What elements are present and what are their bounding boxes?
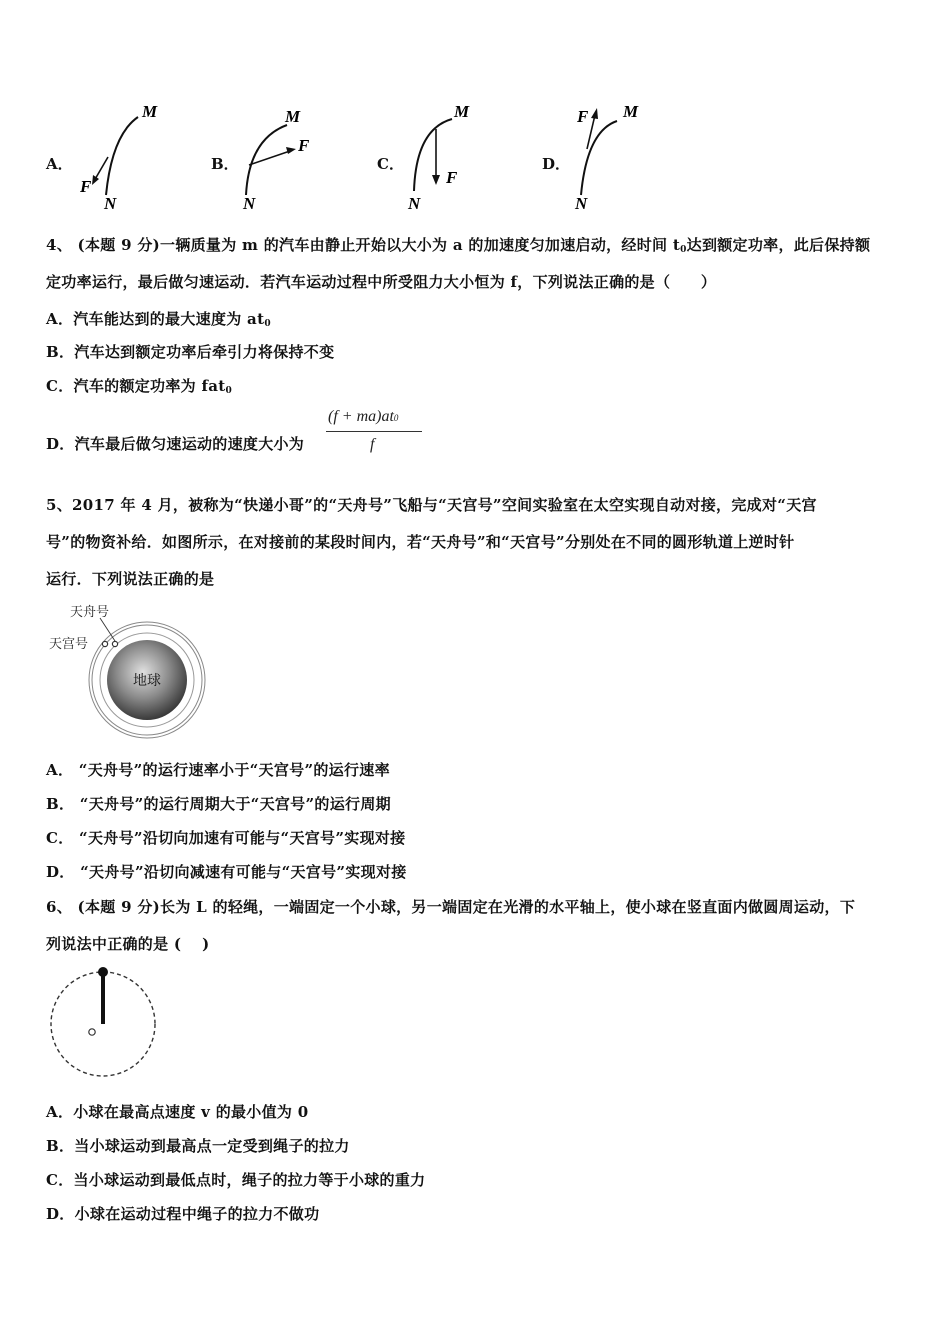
- ball: [98, 967, 108, 977]
- label-m: M: [623, 102, 639, 121]
- trajectory-curve: [106, 117, 138, 195]
- q5-orbit-figure: [45, 598, 215, 758]
- fig-option-d-label: D．: [542, 155, 571, 173]
- fraction-bar: [326, 431, 422, 432]
- fig-option-a-diagram: [70, 95, 180, 220]
- q5-option-a: A． “天舟号”的运行速率小于“天宫号”的运行速率: [46, 761, 390, 779]
- arrow-head: [432, 175, 440, 185]
- q6-stem-line2: 列说法中正确的是 ( ): [46, 935, 210, 953]
- arrow-head: [92, 175, 99, 185]
- fig-option-c-label: C．: [377, 155, 404, 173]
- label-f: F: [446, 168, 458, 187]
- label-m: M: [454, 102, 470, 121]
- q4-stem-line2: 定功率运行，最后做匀速运动．若汽车运动过程中所受阻力大小恒为 f，下列说法正确的是（ ）: [46, 273, 717, 291]
- q5-stem-line3: 运行．下列说法正确的是: [46, 570, 215, 588]
- q5-option-d: D． “天舟号”沿切向减速有可能与“天宫号”实现对接: [46, 863, 407, 881]
- q6-option-c: C．当小球运动到最低点时，绳子的拉力等于小球的重力: [46, 1171, 426, 1189]
- q4-formula: [326, 408, 426, 460]
- q5-stem-line1: 5、2017 年 4 月，被称为“快递小哥”的“天舟号”飞船与“天宫号”空间实验室在太空实现自动对接，完成对“天宫: [46, 496, 817, 514]
- label-f: F: [298, 136, 310, 155]
- q6-circle-figure: [45, 962, 165, 1080]
- tianzhou-dot: [102, 641, 107, 646]
- formula-denominator: f: [370, 436, 375, 453]
- label-f: F: [577, 107, 589, 126]
- fig-option-b-diagram: [235, 95, 345, 220]
- fig-option-a-label: A．: [46, 155, 73, 173]
- trajectory-curve: [581, 121, 617, 195]
- fig-option-c-diagram: [400, 95, 510, 220]
- q5-option-b: B． “天舟号”的运行周期大于“天宫号”的运行周期: [46, 795, 391, 813]
- q4-option-a: A．汽车能达到的最大速度为 $at_0$: [46, 310, 271, 329]
- q6-option-a: A．小球在最高点速度 v 的最小值为 0: [46, 1103, 309, 1121]
- q4-option-c: C．汽车的额定功率为 fat$_0$: [46, 377, 233, 396]
- q6-option-d: D．小球在运动过程中绳子的拉力不做功: [46, 1205, 320, 1223]
- label-n: N: [104, 194, 117, 213]
- tiangong-label: 天宫号: [49, 637, 89, 652]
- axis-point: [89, 1029, 95, 1035]
- tiangong-dot: [112, 641, 117, 646]
- label-m: M: [285, 107, 301, 126]
- q6-stem-line1: 6、 (本题 9 分)长为 L 的轻绳，一端固定一个小球，另一端固定在光滑的水平轴上，使小球在竖直面内做圆周运动，下: [46, 898, 856, 916]
- q5-option-c: C． “天舟号”沿切向加速有可能与“天宫号”实现对接: [46, 829, 406, 847]
- q4-option-b: B．汽车达到额定功率后牵引力将保持不变: [46, 343, 335, 361]
- arrow-head: [591, 108, 598, 119]
- arrow-head: [286, 147, 296, 154]
- fig-option-d-diagram: [565, 95, 675, 220]
- fig-option-b-label: B．: [211, 155, 239, 173]
- label-n: N: [575, 194, 588, 213]
- fig-options-row: [0, 95, 950, 220]
- q4-stem-line1: 4、 (本题 9 分)一辆质量为 m 的汽车由静止开始以大小为 a 的加速度匀加速启动，经时间 $t_0$达到额定功率，此后保持额: [46, 236, 871, 255]
- label-n: N: [408, 194, 421, 213]
- trajectory-curve: [246, 125, 287, 195]
- q6-option-b: B．当小球运动到最高点一定受到绳子的拉力: [46, 1137, 350, 1155]
- q4-option-d: D．汽车最后做匀速运动的速度大小为: [46, 435, 305, 453]
- tianzhou-label: 天舟号: [70, 605, 110, 620]
- label-n: N: [243, 194, 256, 213]
- label-m: M: [142, 102, 158, 121]
- earth-label: 地球: [133, 673, 161, 689]
- q5-stem-line2: 号”的物资补给．如图所示，在对接前的某段时间内，若“天舟号”和“天宫号”分别处在不同的圆形轨道上逆时针: [46, 533, 795, 551]
- label-f: F: [80, 177, 92, 196]
- formula-numerator: (f + ma)at0: [328, 408, 399, 425]
